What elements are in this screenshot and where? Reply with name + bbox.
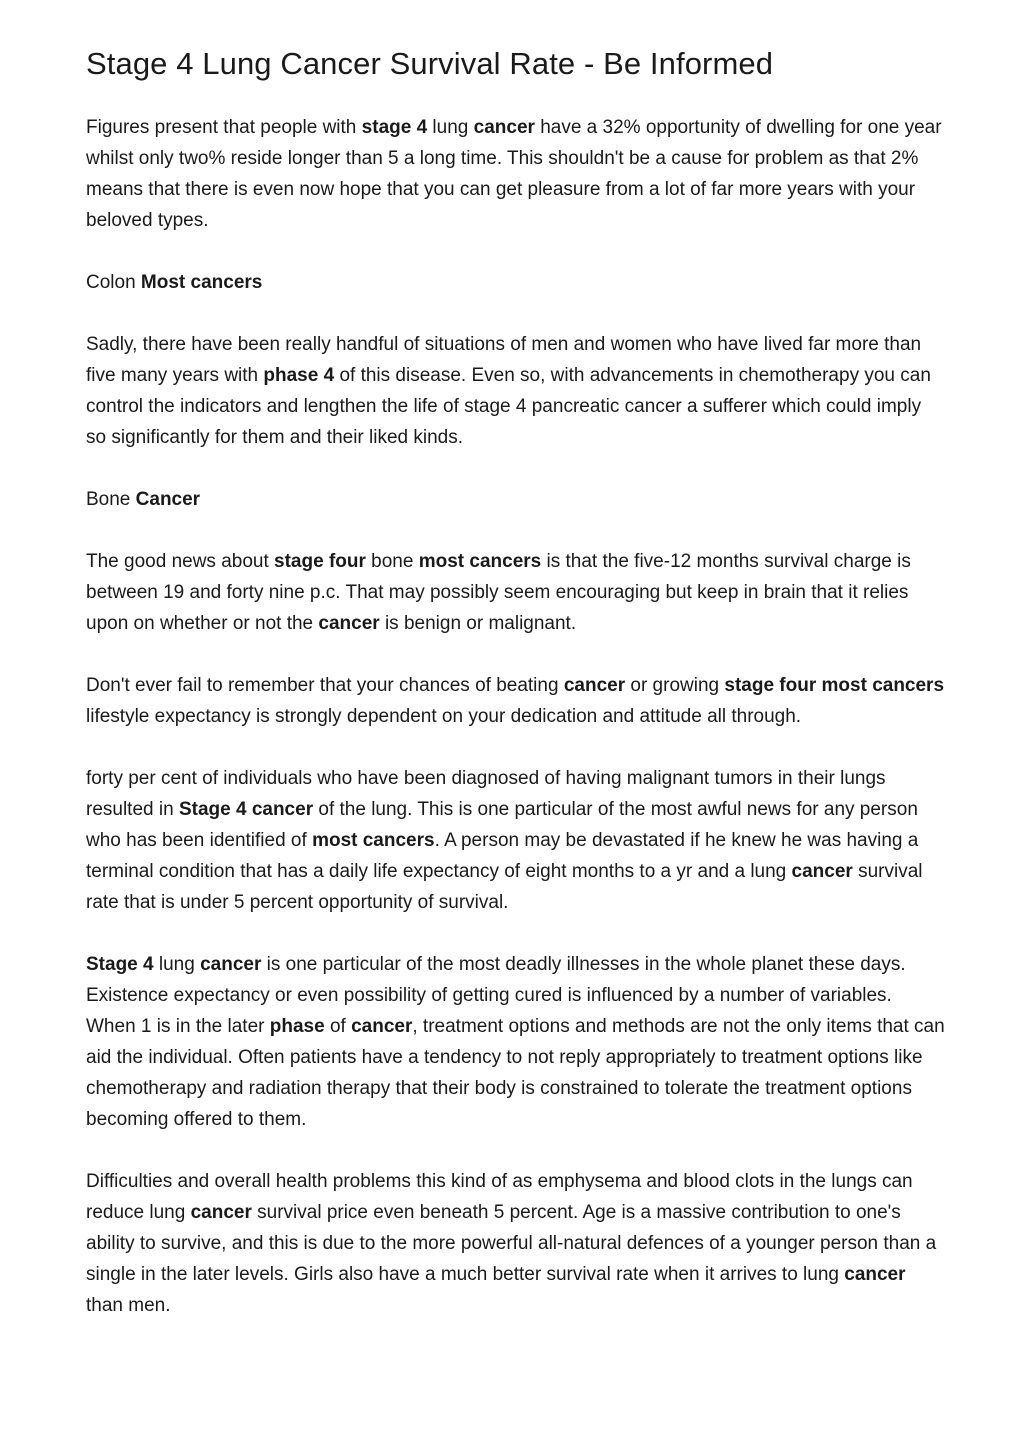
text-run: is benign or malignant. [379, 613, 577, 634]
bold-text-run: cancer [791, 861, 853, 882]
document-page [86, 42, 946, 1352]
text-run: . A person may be devastated if he knew he was having a terminal condition that has a daily life expectancy of eight months to a yr and a lung [86, 830, 919, 882]
text-run: or growing [625, 675, 725, 696]
bold-text-run: cancer [351, 1016, 413, 1037]
bold-text-run: phase 4 [263, 365, 335, 386]
section-heading-colon [86, 267, 946, 298]
bold-text-run: cancer [473, 117, 535, 138]
bold-text-run: Most cancers [140, 272, 263, 293]
bold-text-run: most cancers [312, 830, 435, 851]
paragraph-diagnosis [86, 763, 946, 918]
text-run: survival rate that is under 5 percent opportunity of survival. [86, 861, 923, 913]
text-run: Sadly, there have been really handful of situations of men and women who have lived far more than five many years with [86, 334, 922, 386]
text-run: Difficulties and overall health problems this kind of as emphysema and blood clots in the lungs can reduce lung [86, 1171, 913, 1223]
paragraph-bone [86, 546, 946, 639]
text-run: of this disease. Even so, with advancements in chemotherapy you can control the indicators and lengthen the life of stage 4 pancreatic cancer a sufferer which could imply so significantly for them and their liked kinds. [86, 365, 931, 448]
text-run: Don't ever fail to remember that your chances of beating [86, 675, 564, 696]
text-run: bone [365, 551, 419, 572]
bold-text-run: cancer [200, 954, 262, 975]
text-run: is one particular of the most deadly illnesses in the whole planet these days. Existence expectancy or even possibility of getting cured is influenced by a number of variables. When 1 is in the later [86, 954, 906, 1037]
bold-text-run: Cancer [135, 489, 201, 510]
paragraph-colon [86, 329, 946, 453]
text-run: Figures present that people with [86, 117, 362, 138]
bold-text-run: Stage 4 cancer [178, 799, 314, 820]
text-run: than men. [86, 1295, 171, 1316]
bold-text-run: stage four [274, 551, 366, 572]
bold-text-run: cancer [190, 1202, 252, 1223]
bold-text-run: phase [269, 1016, 325, 1037]
text-run: of [324, 1016, 352, 1037]
paragraph-difficulties [86, 1166, 946, 1321]
paragraph-attitude [86, 670, 946, 732]
document-title: Stage 4 Lung Cancer Survival Rate - Be Informed [86, 46, 774, 81]
bold-text-run: stage four most cancers [724, 675, 945, 696]
text-run: have a 32% opportunity of dwelling for one year whilst only two% reside longer than 5 a long time. This shouldn't be a cause for problem as that 2% means that there is even now hope that you can get pleasure from a lot of far more years with your beloved types. [86, 117, 942, 231]
text-run: lung [427, 117, 474, 138]
bold-text-run: stage 4 [361, 117, 428, 138]
bold-text-run: cancer [318, 613, 380, 634]
paragraph-intro [86, 112, 946, 236]
text-run: Colon [86, 272, 141, 293]
text-run: is that the five-12 months survival charge is between 19 and forty nine p.c. That may possibly seem encouraging but keep in brain that it relies upon on whether or not the [86, 551, 911, 634]
bold-text-run: Stage 4 [86, 954, 154, 975]
bold-text-run: cancer [563, 675, 626, 696]
text-run: forty per cent of individuals who have been diagnosed of having malignant tumors in their lungs resulted in [86, 768, 886, 820]
text-run: lung [153, 954, 201, 975]
bold-text-run: cancer [844, 1264, 906, 1285]
text-run: , treatment options and methods are not the only items that can aid the individual. Often patients have a tendency to not reply appropriately to treatment options like chemotherapy and radiation therapy that their body is constrained to tolerate the treatment options becoming offered to them. [86, 1016, 945, 1130]
text-run: Bone [86, 489, 136, 510]
text-run: The good news about [86, 551, 275, 572]
section-heading-bone [86, 484, 946, 515]
text-run: lifestyle expectancy is strongly dependent on your dedication and attitude all through. [86, 706, 802, 727]
text-run: of the lung. This is one particular of the most awful news for any person who has been identified of [86, 799, 918, 851]
paragraph-deadly [86, 949, 946, 1135]
bold-text-run: most cancers [418, 551, 542, 572]
text-run: survival price even beneath 5 percent. Age is a massive contribution to one's ability to survive, and this is due to the more powerful all-natural defences of a younger person than a single in the later levels. Girls also have a much better survival rate when it arrives to lung [86, 1202, 937, 1285]
